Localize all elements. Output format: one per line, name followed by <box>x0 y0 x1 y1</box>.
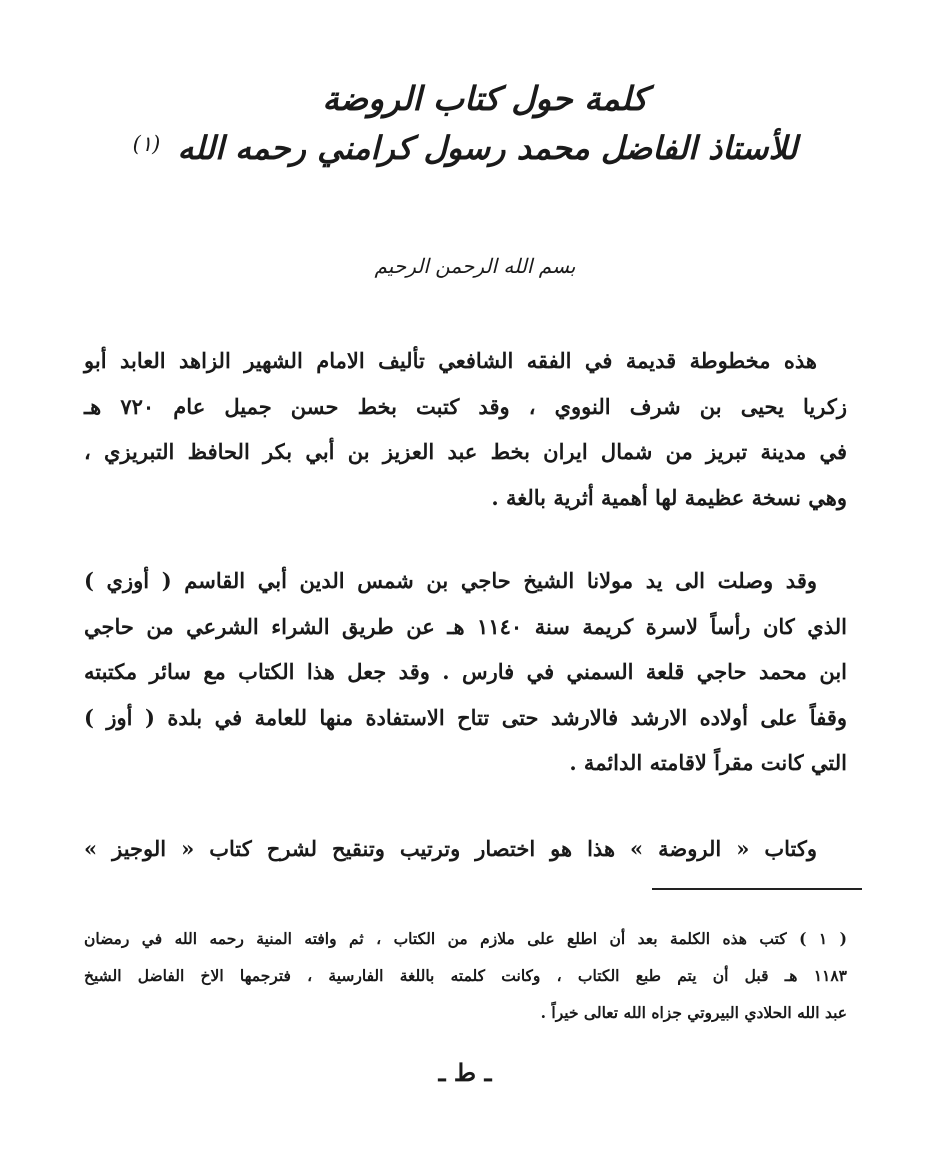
article-title: كلمة حول كتاب الروضة <box>322 79 648 118</box>
footnote-line: ١١٨٣ هـ قبل أن يتم طبع الكتاب ، وكانت كلمته باللغة الفارسية ، فترجمها الاخ الفاضل الشيخ <box>84 966 847 985</box>
footnote-line: ( ١ ) كتب هذه الكلمة بعد أن اطلع على ملازم من الكتاب ، ثم وافته المنية رحمه الله في رمضان <box>84 929 847 948</box>
text-line: وكتاب « الروضة » هذا هو اختصار وترتيب وتنقيح لشرح كتاب « الوجيز » <box>84 836 817 861</box>
footnote-line: عبد الله الحلادي البيروتي جزاه الله تعالى خيراً . <box>540 1003 847 1022</box>
article-heading <box>0 78 930 170</box>
text-line: هذه مخطوطة قديمة في الفقه الشافعي تأليف الامام الشهير الزاهد العابد أبو <box>84 348 817 373</box>
footnote-reference: (١) <box>132 132 161 156</box>
paragraph-1 <box>84 338 847 520</box>
text-line: وهي نسخة عظيمة لها أهمية أثرية بالغة . <box>491 484 847 510</box>
author-name: للأستاذ الفاضل محمد رسول كرامني رحمه الله <box>177 129 798 167</box>
footnote-divider <box>652 888 862 890</box>
text-line: التي كانت مقراً لاقامته الدائمة . <box>569 750 847 776</box>
paragraph-2 <box>84 558 847 786</box>
text-line: ابن محمد حاجي قلعة السمني في فارس . وقد جعل هذا الكتاب مع سائر مكتبته <box>84 659 847 685</box>
text-line: وقد وصلت الى يد مولانا الشيخ حاجي بن شمس الدين أبي القاسم ( أوزي ) <box>84 568 817 593</box>
page-number: ـ ط ـ <box>438 1058 492 1087</box>
basmala-text: بسم الله الرحمن الرحيم <box>374 254 576 278</box>
footnote <box>84 920 847 1031</box>
basmala <box>0 254 930 278</box>
text-line: الذي كان رأساً لاسرة كريمة سنة ١١٤٠ هـ عن طريق الشراء الشرعي من حاجي <box>84 613 847 639</box>
text-line: وقفاً على أولاده الارشد فالارشد حتى تتاح الاستفادة منها للعامة في بلدة ( أوز ) <box>84 704 847 730</box>
text-line: في مدينة تبريز من شمال ايران بخط عبد العزيز بن أبي بكر الحافظ التبريزي ، <box>84 439 847 465</box>
text-line: زكريا يحيى بن شرف النووي ، وقد كتبت بخط حسن جميل عام ٧٢٠ هـ <box>84 393 847 419</box>
paragraph-3 <box>84 826 847 872</box>
article-author-line <box>0 122 930 170</box>
